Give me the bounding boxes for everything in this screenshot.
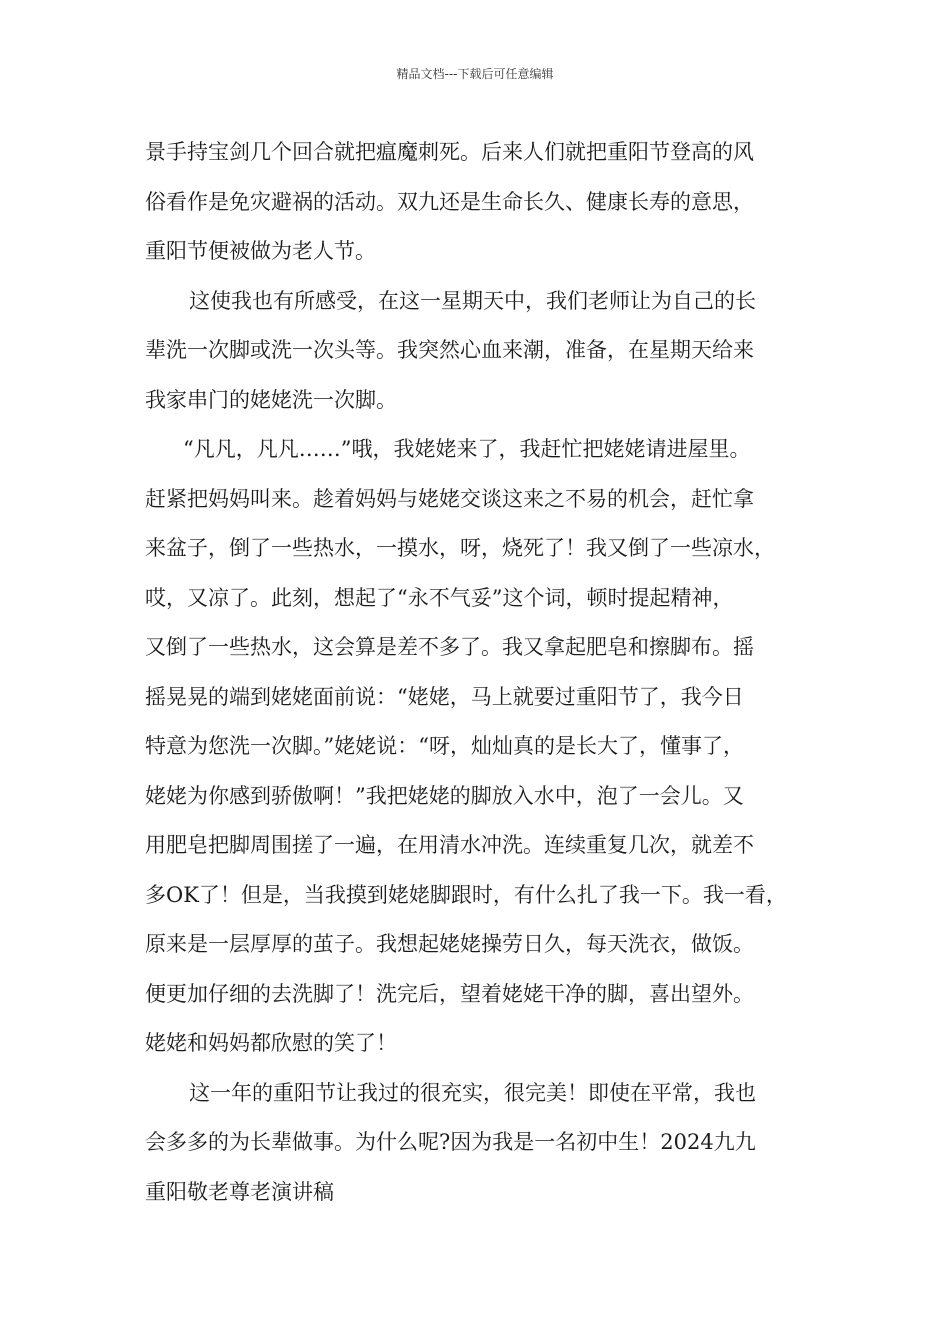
text-line: 会多多的为长辈做事。为什么呢?因为我是一名初中生！2024九九 [145,1130,756,1154]
text-line: 便更加仔细的去洗脚了！洗完后，望着姥姥干净的脚，喜出望外。 [145,981,754,1006]
text-line: 多OK了！但是，当我摸到姥姥脚跟时，有什么扎了我一下。我一看， [145,882,787,907]
paragraph-3 [145,429,835,1073]
text-line: 赶紧把妈妈叫来。趁着妈妈与姥姥交谈这来之不易的机会，赶忙拿 [145,486,754,511]
text-line: 原来是一层厚厚的茧子。我想起姥姥操劳日久，每天洗衣，做饭。 [145,932,754,956]
text-line: “凡凡，凡凡……”哦，我姥姥来了，我赶忙把姥姥请进屋里。 [183,437,751,461]
text-line: 重阳敬老尊老演讲稿 [145,1179,334,1204]
text-line: 哎，又凉了。此刻，想起了“永不气妥”这个词，顿时提起精神， [145,585,734,610]
text-line: 姥姥和妈妈都欣慰的笑了！ [145,1031,397,1055]
page-header: 精品文档---下载后可任意编辑 [396,67,554,81]
text-line: 用肥皂把脚周围搓了一遍，在用清水冲洗。连续重复几次，就差不 [145,833,754,857]
text-line: 重阳节便被做为老人节。 [145,239,376,263]
text-line: 这一年的重阳节让我过的很充实，很完美！即使在平常，我也 [189,1080,756,1105]
text-line: 摇晃晃的端到姥姥面前说：“姥姥，马上就要过重阳节了，我今日 [145,684,744,709]
paragraph-1 [145,132,835,281]
document-body [145,132,835,1221]
paragraph-4 [145,1073,835,1222]
text-line: 又倒了一些热水，这会算是差不多了。我又拿起肥皂和擦脚布。摇 [145,635,754,659]
text-line: 来盆子，倒了一些热水，一摸水，呀，烧死了！我又倒了一些凉水， [145,536,775,560]
text-line: 姥姥为你感到骄傲啊！”我把姥姥的脚放入水中，泡了一会儿。又 [145,783,744,808]
text-line: 我家串门的姥姥洗一次脚。 [145,387,397,412]
paragraph-2 [145,281,835,430]
text-line: 辈洗一次脚或洗一次头等。我突然心血来潮，准备，在星期天给来 [145,338,754,362]
text-line: 特意为您洗一次脚。”姥姥说：“呀，灿灿真的是长大了，懂事了， [145,734,744,758]
text-line: 俗看作是免灾避祸的活动。双九还是生命长久、健康长寿的意思， [145,189,754,214]
text-line: 这使我也有所感受，在这一星期天中，我们老师让为自己的长 [189,288,756,313]
text-line: 景手持宝剑几个回合就把瘟魔刺死。后来人们就把重阳节登高的风 [145,140,754,164]
